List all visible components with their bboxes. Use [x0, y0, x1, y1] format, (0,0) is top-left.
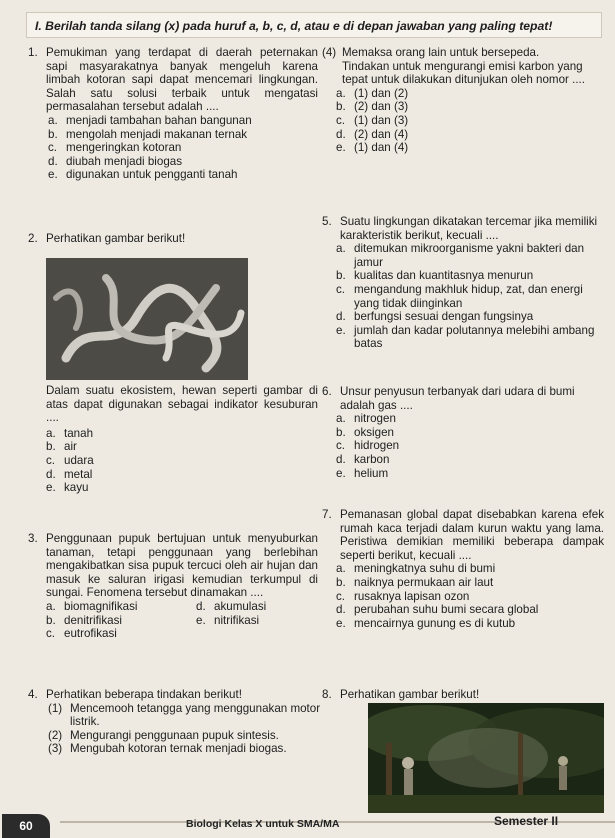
question-text: Perhatikan beberapa tindakan berikut!	[46, 688, 242, 701]
option-e[interactable]: e. jumlah dan kadar polutannya melebihi ambang batas	[336, 323, 595, 351]
question-number: 7.	[322, 508, 332, 521]
option-a[interactable]: a. (1) dan (2)	[336, 86, 409, 100]
option-c[interactable]: c. eutrofikasi	[46, 627, 117, 641]
option-e[interactable]: e. kayu	[46, 481, 89, 495]
option-a[interactable]: a. menjadi tambahan bahan bangunan	[48, 113, 252, 127]
option-d[interactable]: d. metal	[46, 467, 93, 481]
earthworm-image	[46, 258, 248, 380]
option-a[interactable]: a. meningkatnya suhu di bumi	[336, 562, 496, 576]
question-2-intro	[28, 232, 318, 246]
option-c[interactable]: c. mengeringkan kotoran	[48, 141, 182, 155]
option-c[interactable]: c. udara	[46, 453, 94, 467]
forest-smoke-image	[368, 703, 604, 813]
question-2	[28, 384, 318, 495]
statement-3: (3) Mengubah kotoran ternak menjadi biogas.	[48, 742, 287, 756]
option-c[interactable]: c. (1) dan (3)	[336, 113, 409, 127]
option-c[interactable]: c. rusaknya lapisan ozon	[336, 589, 470, 603]
question-6	[322, 385, 604, 480]
question-number: 3.	[28, 532, 38, 545]
option-b[interactable]: b. air	[46, 440, 77, 454]
option-e[interactable]: e. (1) dan (4)	[336, 141, 409, 155]
question-number: 8.	[322, 688, 332, 701]
option-d[interactable]: d. diubah menjadi biogas	[48, 154, 183, 168]
question-text: Unsur penyusun terbanyak dari udara di bumi adalah gas ....	[340, 385, 575, 412]
question-8	[322, 688, 604, 702]
semester-label: Semester II	[494, 814, 559, 828]
question-text: Dalam suatu ekosistem, hewan seperti gambar di atas dapat digunakan sebagai indikator kesuburan ....	[46, 384, 318, 425]
option-e[interactable]: e. nitrifikasi	[196, 613, 260, 627]
question-number: 5.	[322, 215, 332, 228]
option-b[interactable]: b. denitrifikasi	[46, 613, 122, 627]
option-c[interactable]: c. mengandung makhluk hidup, zat, dan energi yang tidak diinginkan	[336, 282, 583, 310]
statement-4: (4) Memaksa orang lain untuk bersepeda.	[322, 46, 540, 59]
question-1	[28, 46, 318, 182]
question-text: Pemukiman yang terdapat di daerah peternakan sapi masyarakatnya banyak mengeluh karena limbah kotoran sapi dapat mencemari lingkungan. Salah satu solusi terbaik untuk mengatasi permasalahan tersebut adalah ....	[46, 46, 318, 114]
question-number: 2.	[28, 232, 38, 245]
question-text: Tindakan untuk mengurangi emisi karbon yang tepat untuk dilakukan ditunjukan oleh nomor ....	[342, 59, 585, 87]
option-a[interactable]: a. biomagnifikasi	[46, 599, 138, 613]
question-intro: Perhatikan gambar berikut!	[46, 232, 186, 245]
question-text: Penggunaan pupuk bertujuan untuk menyuburkan tanaman, tetapi penggunaan yang berlebihan mengakibatkan sisa pupuk tercuci oleh air hujan dan masuk ke saluran irigasi kemudian terkumpul di sungai. Fenomena tersebut dinamakan ....	[46, 532, 318, 600]
book-title: Biologi Kelas X untuk SMA/MA	[186, 818, 340, 830]
question-text: Pemanasan global dapat disebabkan karena efek rumah kaca terjadi dalam kurun waktu yang lama. Peristiwa demikian memiliki beberapa dampak seperti berikut, kecuali ....	[340, 508, 604, 562]
option-d[interactable]: d. (2) dan (4)	[336, 127, 409, 141]
option-a[interactable]: a. tanah	[46, 426, 94, 440]
option-b[interactable]: b. mengolah menjadi makanan ternak	[48, 127, 248, 141]
option-d[interactable]: d. berfungsi sesuai dengan fungsinya	[336, 310, 534, 324]
option-a[interactable]: a. nitrogen	[336, 412, 396, 426]
page-number: 60	[2, 814, 50, 838]
option-c[interactable]: c. hidrogen	[336, 439, 400, 453]
option-b[interactable]: b. naiknya permukaan air laut	[336, 575, 494, 589]
option-d[interactable]: d. akumulasi	[196, 599, 267, 613]
option-a[interactable]: a. ditemukan mikroorganisme yakni bakteri dan jamur	[336, 242, 585, 269]
statement-1: (1) Mencemooh tetangga yang menggunakan motor listrik.	[48, 701, 321, 729]
question-number: 6.	[322, 385, 332, 398]
option-b[interactable]: b. kualitas dan kuantitasnya menurun	[336, 269, 534, 283]
question-3	[28, 532, 318, 641]
question-text: Suatu lingkungan dikatakan tercemar jika memiliki karakteristik berikut, kecuali ....	[340, 215, 598, 242]
question-number: 4.	[28, 688, 38, 701]
statement-2: (2) Mengurangi penggunaan pupuk sintesis.	[48, 728, 279, 742]
question-7	[322, 508, 604, 630]
option-b[interactable]: b. (2) dan (3)	[336, 100, 409, 114]
option-e[interactable]: e. digunakan untuk pengganti tanah	[48, 168, 238, 182]
question-text: Perhatikan gambar berikut!	[340, 688, 480, 701]
option-b[interactable]: b. oksigen	[336, 425, 394, 439]
polluted-area-photo	[368, 703, 604, 813]
worm-photo	[46, 258, 248, 380]
question-number: 1.	[28, 46, 38, 59]
option-d[interactable]: d. perubahan suhu bumi secara global	[336, 603, 539, 617]
question-4-continued	[322, 46, 604, 155]
question-5	[322, 215, 604, 351]
option-e[interactable]: e. mencairnya gunung es di kutub	[336, 616, 516, 630]
question-4	[28, 688, 333, 756]
instruction-header: I. Berilah tanda silang (x) pada huruf a, b, c, d, atau e di depan jawaban yang paling tepat!	[26, 12, 602, 38]
option-e[interactable]: e. helium	[336, 466, 389, 480]
option-d[interactable]: d. karbon	[336, 452, 390, 466]
